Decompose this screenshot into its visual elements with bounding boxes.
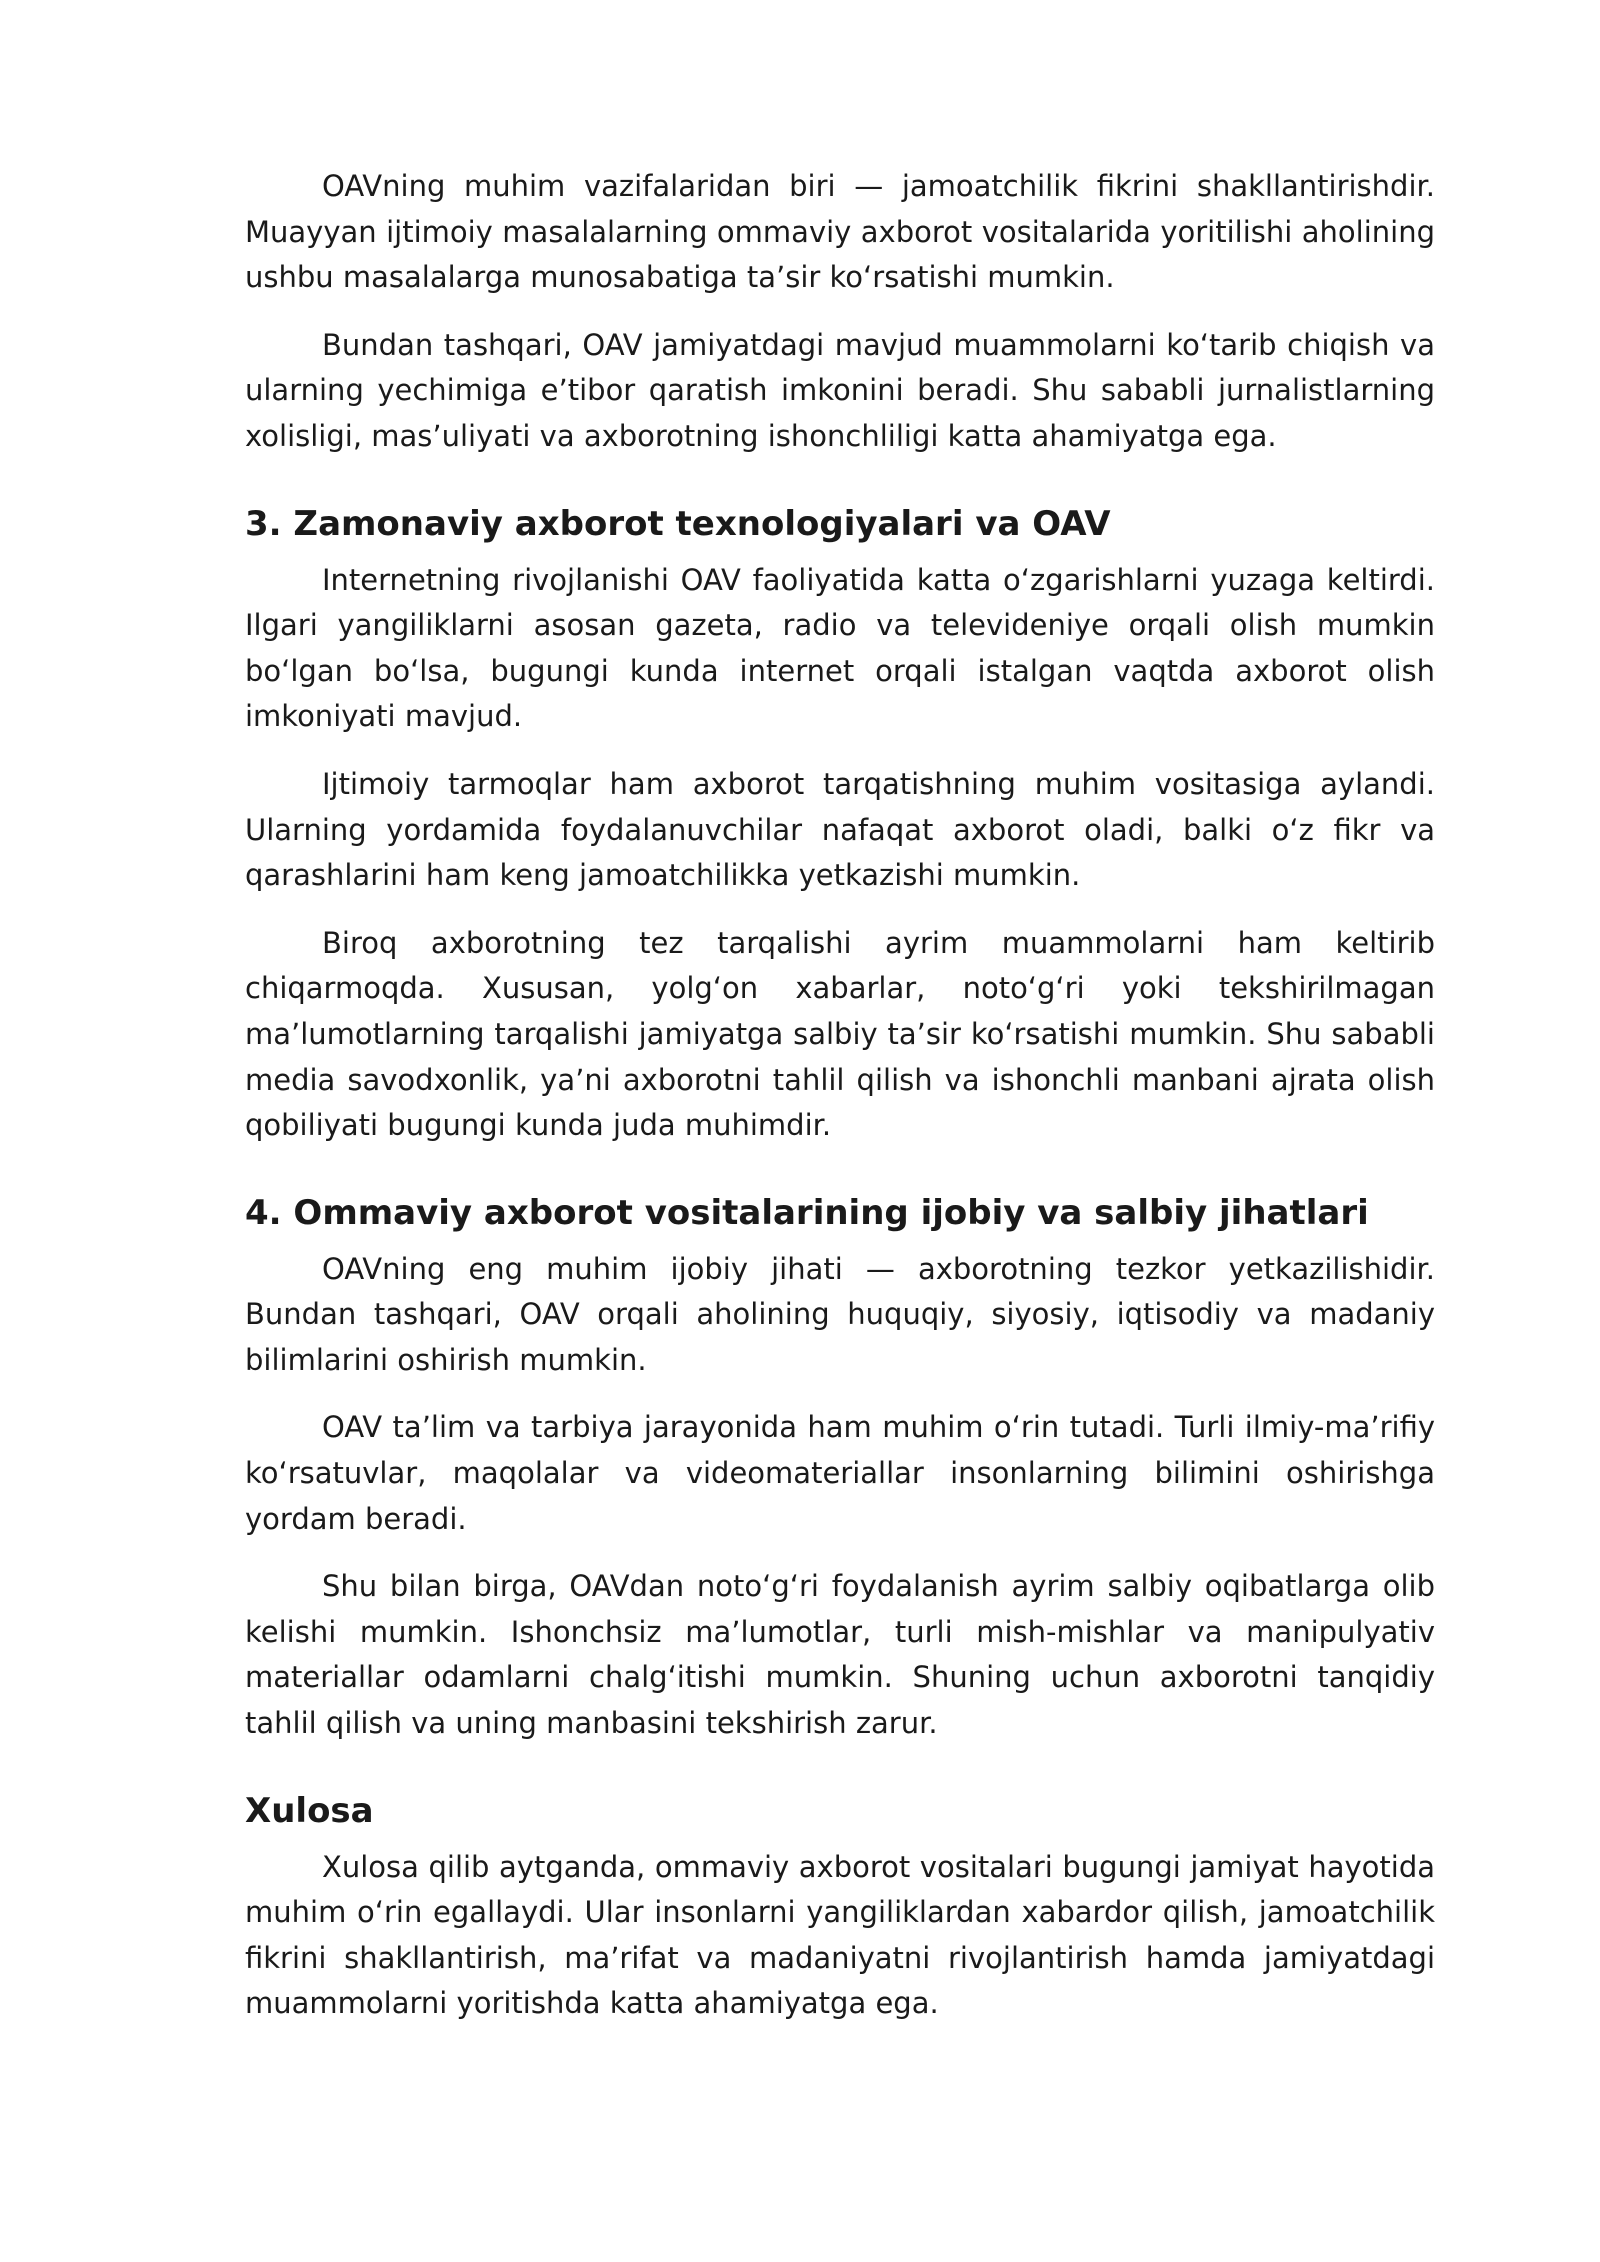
paragraph-6: OAVning eng muhim ijobiy jihati — axborotning tezkor yetkazilishidir. Bundan tashqari, OAV orqali aholining huquqiy, siyosiy, iqtisodiy va madaniy bilimlarini oshirish mumkin. xyxy=(245,1251,1435,1377)
paragraph-8: Shu bilan birga, OAVdan notoʻgʻri foydalanish ayrim salbiy oqibatlarga olib kelishi mumkin. Ishonchsiz ma’lumotlar, turli mish-mishlar va manipulyativ materiallar odamlarni chalgʻitishi mumkin. Shuning uchun axborotni tanqidiy tahlil qilish va uning manbasini tekshirish zarur. xyxy=(245,1569,1435,1741)
paragraph-4: Ijtimoiy tarmoqlar ham axborot tarqatishning muhim vositasiga aylandi. Ularning yordamida foydalanuvchilar nafaqat axborot oladi, balki oʻz fikr va qarashlarini ham keng jamoatchilikka yetkazishi mumkin. xyxy=(245,766,1435,893)
paragraph-5: Biroq axborotning tez tarqalishi ayrim muammolarni ham keltirib chiqarmoqda. Xususan, yolgʻon xabarlar, notoʻgʻri yoki tekshirilmagan ma’lumotlarning tarqalishi jamiyatga salbiy ta’sir koʻrsatishi mumkin. Shu sababli media savodxonlik, ya’ni axborotni tahlil qilish va ishonchli manbani ajrata olish qobiliyati bugungi kunda juda muhimdir. xyxy=(245,925,1435,1143)
paragraph-1: OAVning muhim vazifalaridan biri — jamoatchilik fikrini shakllantirishdir. Muayyan ijtimoiy masalalarning ommaviy axborot vositalarida yoritilishi aholining ushbu masalalarga munosabatiga ta’sir koʻrsatishi mumkin. xyxy=(245,169,1435,295)
paragraph-9: Xulosa qilib aytganda, ommaviy axborot vositalari bugungi jamiyat hayotida muhim oʻrin egallaydi. Ular insonlarni yangiliklardan xabardor qilish, jamoatchilik fikrini shakllantirish, ma’rifat va madaniyatni rivojlantirish hamda jamiyatdagi muammolarni yoritishda katta ahamiyatga ega. xyxy=(245,1849,1435,2021)
paragraph-7: OAV ta’lim va tarbiya jarayonida ham muhim oʻrin tutadi. Turli ilmiy-ma’rifiy koʻrsatuvlar, maqolalar va videomateriallar insonlarning bilimini oshirishga yordam beradi. xyxy=(245,1410,1435,1536)
section-heading-3: 3. Zamonaviy axborot texnologiyalari va OAV xyxy=(245,503,1111,544)
document-page xyxy=(245,164,1435,2049)
paragraph-3: Internetning rivojlanishi OAV faoliyatida katta oʻzgarishlarni yuzaga keltirdi. Ilgari yangiliklarni asosan gazeta, radio va televideniye orqali olish mumkin boʻlgan boʻlsa, bugungi kunda internet orqali istalgan vaqtda axborot olish imkoniyati mavjud. xyxy=(245,562,1435,734)
conclusion-heading: Xulosa xyxy=(245,1790,374,1831)
paragraph-2: Bundan tashqari, OAV jamiyatdagi mavjud muammolarni koʻtarib chiqish va ularning yechimiga e’tibor qaratish imkonini beradi. Shu sababli jurnalistlarning xolisligi, mas’uliyati va axborotning ishonchliligi katta ahamiyatga ega. xyxy=(245,327,1435,453)
section-heading-4: 4. Ommaviy axborot vositalarining ijobiy va salbiy jihatlari xyxy=(245,1192,1369,1233)
